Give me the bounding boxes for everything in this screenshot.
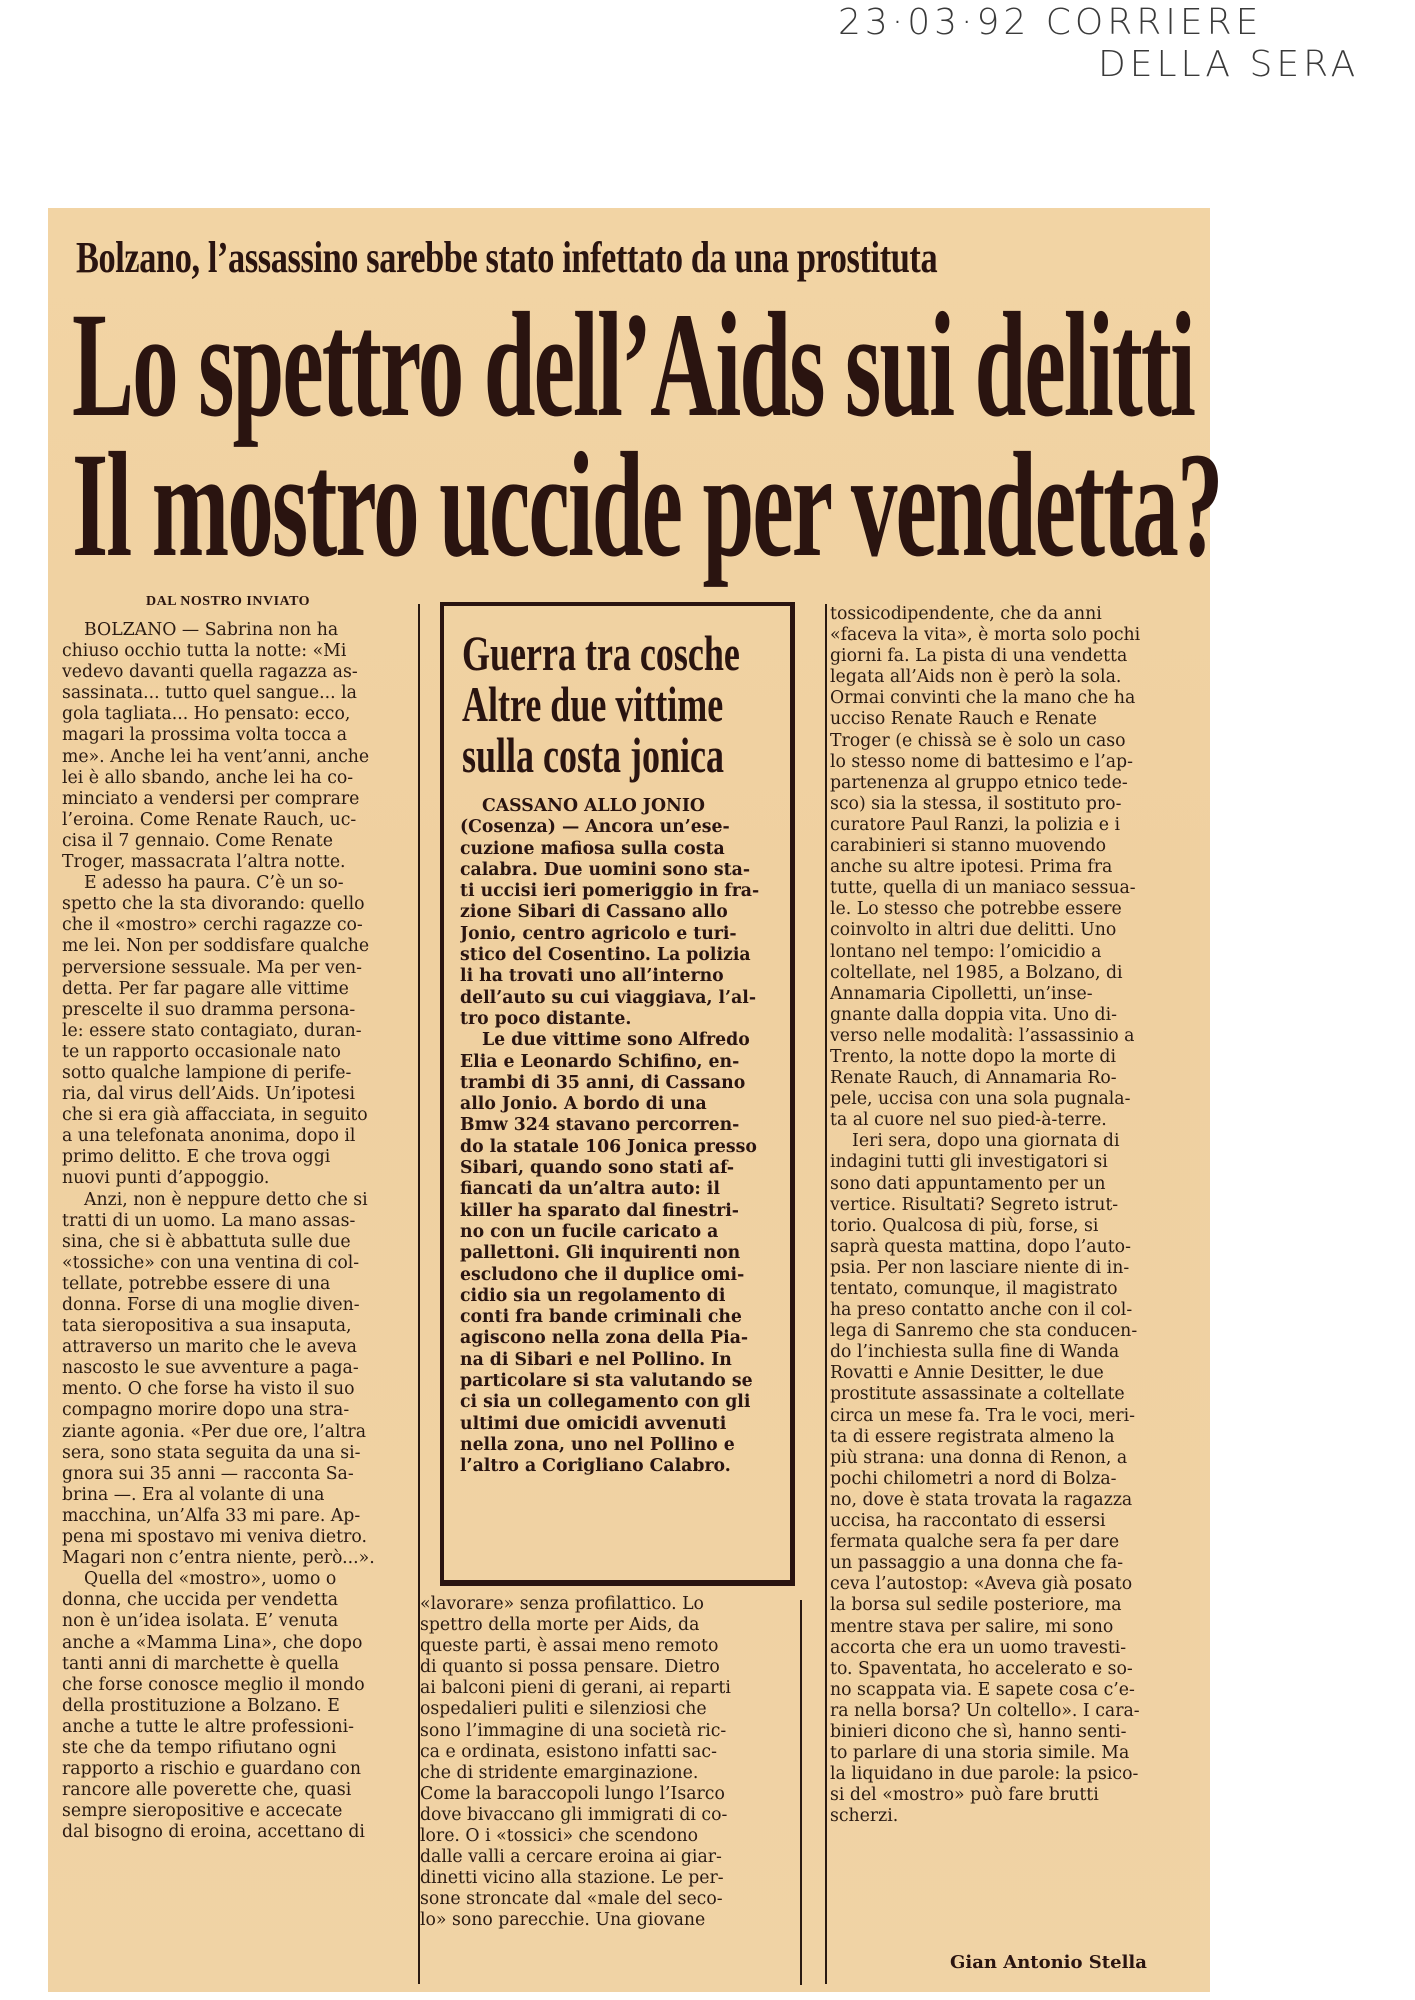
text-line: brina —. Era al volante di una [62, 1484, 325, 1505]
author-signature: Gian Antonio Stella [950, 1952, 1147, 1973]
text-line: indagini tutti gli investigatori si [830, 1152, 1108, 1173]
text-line: to parlare di una storia simile. Ma [830, 1743, 1130, 1764]
text-line: Rovatti e Annie Desitter, le due [830, 1363, 1104, 1384]
text-line: Troger, massacrata l’altra notte. [62, 852, 346, 873]
text-line: tanti anni di marchette è quella [62, 1653, 340, 1674]
text-line: conti fra bande criminali che [460, 1307, 742, 1328]
text-line: ti uccisi ieri pomeriggio in fra- [460, 881, 760, 902]
text-line: escludono che il duplice omi- [460, 1264, 745, 1285]
column-divider [800, 1600, 802, 1985]
text-line: ci sia un collegamento con gli [460, 1392, 751, 1413]
text-line: legata all’Aids non è però la sola. [830, 667, 1122, 688]
text-line: E adesso ha paura. C’è un so- [84, 873, 344, 894]
text-line: lore. O i «tossici» che scendono [420, 1826, 698, 1847]
text-line: BOLZANO — Sabrina non ha [84, 620, 339, 640]
text-line: lei è allo sbando, anche lei ha co- [62, 767, 354, 788]
text-line: partenenza al gruppo etnico tede- [830, 772, 1128, 793]
text-line: ta di essere registrata almeno la [830, 1426, 1115, 1447]
text-line: Jonio, centro agricolo e turi- [460, 923, 737, 944]
text-line: le. Lo stesso che potrebbe essere [830, 899, 1122, 920]
text-line: tro poco distante. [460, 1008, 632, 1029]
text-line: non è un’idea isolata. E’ venuta [62, 1611, 339, 1632]
text-line: nuovi punti d’appoggio. [62, 1168, 270, 1189]
text-line: anche a tutte le altre professioni- [62, 1716, 354, 1737]
text-line: mento. O che forse ha visto il suo [62, 1379, 355, 1400]
article-column-3 [830, 604, 1190, 1827]
text-line: dell’auto su cui viaggiava, l’al- [460, 987, 757, 1008]
text-line: curatore Paul Ranzi, la polizia e i [830, 814, 1120, 835]
text-line: giorni fa. La pista di una vendetta [830, 646, 1128, 667]
text-line: gnora sui 35 anni — racconta Sa- [62, 1463, 354, 1484]
text-line: ra nella borsa? Un coltello». I cara- [830, 1700, 1140, 1721]
text-line: mentre stava per salire, mi sono [830, 1616, 1114, 1637]
text-line: vedevo davanti quella ragazza as- [62, 662, 358, 683]
sidebar-title-line-2: Altre due vittime [462, 676, 724, 732]
text-line: minciato a vendersi per comprare [62, 788, 360, 809]
text-line: ste che da tempo rifiutano ogni [62, 1737, 337, 1758]
text-line: ultimi due omicidi avvenuti [460, 1413, 727, 1434]
sidebar-title-line-3: sulla costa jonica [462, 727, 725, 783]
article-column-1 [62, 620, 412, 1843]
headline-line-2: Il mostro uccide per vendetta? [72, 422, 1222, 588]
text-line: Ormai convinti che la mano che ha [830, 688, 1136, 709]
text-line: sono dati appuntamento per un [830, 1173, 1106, 1194]
text-line: cidio sia un regolamento di [460, 1285, 726, 1306]
text-line: CASSANO ALLO JONIO [482, 796, 705, 816]
text-line: pena mi spostavo mi veniva dietro. [62, 1527, 367, 1548]
text-line: la borsa sul sedile posteriore, ma [830, 1595, 1122, 1616]
byline-correspondent: DAL NOSTRO INVIATO [146, 594, 311, 609]
text-line: spetto che la sta divorando: quello [62, 894, 365, 915]
text-line: primo delitto. E che trova oggi [62, 1147, 331, 1168]
text-line: (Cosenza) — Ancora un’ese- [460, 817, 730, 838]
text-line: a una telefonata anonima, dopo il [62, 1126, 356, 1147]
text-line: dinetti vicino alla stazione. Le per- [420, 1868, 724, 1889]
text-line: lo» sono parecchie. Una giovane [420, 1910, 706, 1931]
text-line: ca e ordinata, esistono infatti sac- [420, 1741, 717, 1762]
text-line: pochi chilometri a nord di Bolza- [830, 1468, 1117, 1489]
text-line: «tossiche» con una ventina di col- [62, 1252, 360, 1273]
text-line: ha preso contatto anche con il col- [830, 1300, 1133, 1321]
text-line: zione Sibari di Cassano allo [460, 902, 728, 923]
text-line: pallettoni. Gli inquirenti non [460, 1243, 741, 1264]
text-line: Annamaria Cipolletti, un’inse- [830, 983, 1093, 1004]
text-line: gola tagliata... Ho pensato: ecco, [62, 704, 351, 725]
text-line: ziante agonia. «Per due ore, l’altra [62, 1421, 366, 1442]
text-line: Troger (e chissà se è solo un caso [830, 730, 1126, 751]
sidebar-title-line-1: Guerra tra cosche [462, 625, 740, 681]
text-line: agiscono nella zona della Pia- [460, 1328, 749, 1349]
text-line: di quanto si possa pensare. Dietro [420, 1657, 720, 1678]
text-line: me lei. Non per soddisfare qualche [62, 936, 370, 957]
text-line: prescelte il suo dramma persona- [62, 999, 356, 1020]
text-line: anche a «Mamma Lina», che dopo [62, 1632, 363, 1653]
text-line: si del «mostro» può fare brutti [830, 1785, 1099, 1806]
sidebar-body [460, 796, 780, 1478]
text-line: che si era già affacciata, in seguito [62, 1105, 368, 1126]
text-line: circa un mese fa. Tra le voci, meri- [830, 1405, 1136, 1426]
text-line: cuzione mafiosa sulla costa [460, 838, 725, 859]
text-line: gnante dalla doppia vita. Uno di- [830, 1004, 1117, 1025]
text-line: ceva l’autostop: «Aveva già posato [830, 1574, 1133, 1595]
text-line: no scappata via. E sapete cosa c’e- [830, 1679, 1135, 1700]
text-line: più strana: una donna di Renon, a [830, 1447, 1128, 1468]
text-line: coinvolto in altri due delitti. Uno [830, 920, 1117, 941]
text-line: rapporto a rischio e guardano con [62, 1759, 361, 1780]
headline-line-1: Lo spettro dell’Aids sui delitti [72, 282, 1195, 448]
text-line: lo stesso nome di battesimo e l’ap- [830, 751, 1133, 772]
text-line: lontano nel tempo: l’omicidio a [830, 941, 1102, 962]
text-line: tellate, potrebbe essere di una [62, 1273, 331, 1294]
text-line: che il «mostro» cerchi ragazze co- [62, 915, 363, 936]
text-line: compagno morire dopo una stra- [62, 1400, 350, 1421]
text-line: prostitute assassinate a coltellate [830, 1384, 1125, 1405]
text-line: fiancati da un’altra auto: il [460, 1179, 720, 1200]
text-line: tratti di un uomo. La mano assas- [62, 1210, 356, 1231]
text-line: ucciso Renate Rauch e Renate [830, 709, 1097, 730]
text-line: trambi di 35 anni, di Cassano [460, 1072, 746, 1093]
text-line: Elia e Leonardo Schifino, en- [460, 1051, 740, 1072]
text-line: dove bivaccano gli immigrati di co- [420, 1804, 728, 1825]
text-line: «faceva la vita», è morta solo pochi [830, 625, 1141, 646]
text-line: me». Anche lei ha vent’anni, anche [62, 746, 370, 767]
text-line: coltellate, nel 1985, a Bolzano, di [830, 962, 1123, 983]
text-line: sina, che si è abbattuta sulle due [62, 1231, 351, 1252]
text-line: saprà questa mattina, dopo l’auto- [830, 1236, 1131, 1257]
text-line: Trento, la notte dopo la morte di [830, 1046, 1117, 1067]
text-line: psia. Per non lasciare niente di in- [830, 1257, 1130, 1278]
text-line: donna, che uccida per vendetta [62, 1590, 339, 1611]
text-line: della prostituzione a Bolzano. E [62, 1695, 340, 1716]
text-line: detta. Per far pagare alle vittime [62, 978, 349, 999]
text-line: tutte, quella di un maniaco sessua- [830, 878, 1136, 899]
text-line: sone stroncate dal «male del seco- [420, 1889, 723, 1910]
text-line: na di Sibari e nel Pollino. In [460, 1349, 732, 1370]
text-line: carabinieri si stanno muovendo [830, 836, 1106, 857]
text-line: perversione sessuale. Ma per ven- [62, 957, 362, 978]
text-line: Le due vittime sono Alfredo [482, 1030, 750, 1051]
text-line: donna. Forse di una moglie diven- [62, 1295, 360, 1315]
text-line: pele, uccisa con una sola pugnala- [830, 1089, 1131, 1110]
text-line: particolare si sta valutando se [460, 1371, 753, 1392]
text-line: magari la prossima volta tocca a [62, 725, 348, 746]
text-line: tentato, comunque, il magistrato [830, 1279, 1118, 1299]
text-line: ai balconi pieni di gerani, ai reparti [420, 1678, 731, 1699]
text-line: l’eroina. Come Renate Rauch, uc- [62, 809, 357, 830]
text-line: scherzi. [830, 1806, 899, 1827]
text-line: fermata qualche sera fa per dare [830, 1532, 1120, 1553]
text-line: l’altro a Corigliano Calabro. [460, 1456, 731, 1477]
text-line: allo Jonio. A bordo di una [460, 1094, 707, 1115]
text-line: nascosto le sue avventure a paga- [62, 1358, 359, 1379]
text-line: ta al cuore nel suo pied-à-terre. [830, 1110, 1107, 1131]
text-line: ospedalieri puliti e silenziosi che [420, 1699, 707, 1720]
text-line: torio. Qualcosa di più, forse, si [830, 1215, 1099, 1236]
text-line: killer ha sparato dal finestri- [460, 1200, 739, 1221]
text-line: queste parti, è assai meno remoto [420, 1636, 719, 1657]
text-line: Quella del «mostro», uomo o [84, 1569, 337, 1590]
column-divider [825, 604, 827, 1984]
text-line: binieri dicono che sì, hanno senti- [830, 1721, 1127, 1742]
handwritten-date-source: 23·03·92 CORRIERE [838, 2, 1263, 43]
text-line: la liquidano in due parole: la psico- [830, 1764, 1139, 1785]
text-line: lega di Sanremo che sta conducen- [830, 1321, 1138, 1342]
text-line: sempre sieropositive e accecate [62, 1801, 343, 1822]
article-column-2 [420, 1594, 798, 1932]
text-line: «lavorare» senza profilattico. Lo [420, 1594, 704, 1614]
text-line: attraverso un marito che le aveva [62, 1337, 357, 1358]
text-line: do l’inchiesta sulla fine di Wanda [830, 1342, 1120, 1363]
text-line: Renate Rauch, di Annamaria Ro- [830, 1068, 1117, 1089]
text-line: tata sieropositiva a sua insaputa, [62, 1316, 352, 1337]
text-line: che forse conosce meglio il mondo [62, 1674, 365, 1695]
text-line: no con un fucile caricato a [460, 1221, 719, 1242]
text-line: chiuso occhio tutta la notte: «Mi [62, 641, 347, 662]
text-line: dalle valli a cercare eroina ai giar- [420, 1847, 722, 1868]
text-line: accorta che era un uomo travesti- [830, 1637, 1127, 1658]
text-line: anche su altre ipotesi. Prima fra [830, 857, 1113, 878]
text-line: sco) sia la stessa, il sostituto pro- [830, 793, 1122, 814]
text-line: cisa il 7 gennaio. Come Renate [62, 830, 333, 851]
text-line: sassinata... tutto quel sangue... la [62, 683, 357, 704]
text-line: do la statale 106 Jonica presso [460, 1136, 757, 1157]
text-line: uccisa, ha raccontato di essersi [830, 1511, 1106, 1532]
text-line: li ha trovati uno all’interno [460, 966, 724, 987]
text-line: rancore alle poverette che, quasi [62, 1780, 352, 1801]
text-line: Come la baraccopoli lungo l’Isarco [420, 1783, 725, 1804]
text-line: sotto qualche lampione di perife- [62, 1062, 352, 1083]
text-line: Magari non c’entra niente, però...». [62, 1548, 375, 1569]
handwritten-source-line2: DELLA SERA [1098, 44, 1360, 85]
text-line: te un rapporto occasionale nato [62, 1041, 341, 1062]
text-line: che di stridente emarginazione. [420, 1762, 699, 1783]
text-line: macchina, un’Alfa 33 mi pare. Ap- [62, 1505, 361, 1526]
text-line: vertice. Risultati? Segreto istrut- [830, 1194, 1119, 1215]
text-line: Ieri sera, dopo una giornata di [852, 1131, 1120, 1152]
text-line: verso nelle modalità: l’assassinio a [830, 1025, 1135, 1046]
text-line: calabra. Due uomini sono sta- [460, 859, 750, 880]
text-line: tossicodipendente, che da anni [830, 604, 1102, 624]
text-line: sono l’immagine di una società ric- [420, 1720, 727, 1741]
article-kicker: Bolzano, l’assassino sarebbe stato infettato da una prostituta [76, 233, 938, 282]
text-line: to. Spaventata, ho accelerato e so- [830, 1658, 1133, 1679]
text-line: spettro della morte per Aids, da [420, 1615, 700, 1636]
text-line: un passaggio a una donna che fa- [830, 1553, 1124, 1574]
text-line: le: essere stato contagiato, duran- [62, 1020, 362, 1041]
text-line: nella zona, uno nel Pollino e [460, 1434, 735, 1455]
text-line: Sibari, quando sono stati af- [460, 1158, 735, 1179]
text-line: sera, sono stata seguita da una si- [62, 1442, 361, 1463]
text-line: stico del Cosentino. La polizia [460, 945, 751, 966]
text-line: dal bisogno di eroina, accettano di [62, 1822, 365, 1843]
text-line: no, dove è stata trovata la ragazza [830, 1489, 1133, 1510]
text-line: Anzi, non è neppure detto che si [84, 1189, 368, 1210]
text-line: ria, dal virus dell’Aids. Un’ipotesi [62, 1084, 356, 1105]
text-line: Bmw 324 stavano percorren- [460, 1115, 740, 1136]
